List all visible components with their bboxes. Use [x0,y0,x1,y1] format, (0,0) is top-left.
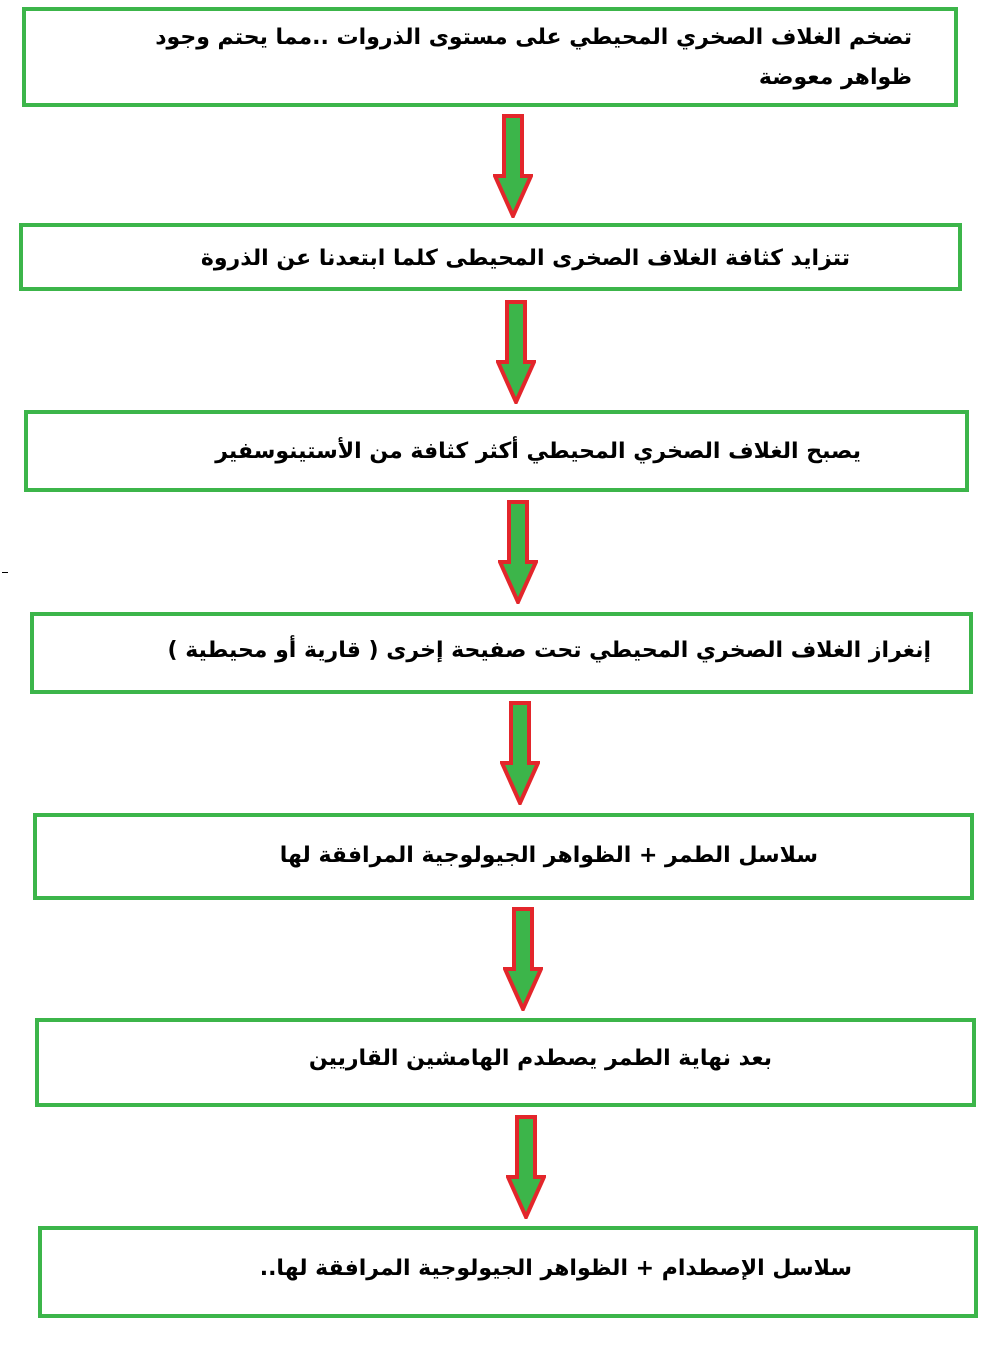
flow-step-1-text-line1: تضخم الغلاف الصخري المحيطي على مستوى الذروات ..مما يحتم وجود [155,25,912,50]
down-arrow-icon [503,907,543,1011]
flow-step-5-text: سلاسل الطمر + الظواهر الجيولوجية المرافقة لها [279,843,818,868]
flow-step-7-text: سلاسل الإصطدام + الظواهر الجيولوجية المرافقة لها.. [259,1256,852,1281]
flow-step-6-box [35,1018,976,1107]
flow-step-4-text: إنغراز الغلاف الصخري المحيطي تحت صفيحة إخرى ( قارية أو محيطية ) [167,638,931,663]
flow-step-2-text: تتزايد كثافة الغلاف الصخرى المحيطى كلما ابتعدنا عن الذروة [200,246,850,271]
flow-step-3-text: يصبح الغلاف الصخري المحيطي أكثر كثافة من الأستينوسفير [215,439,861,464]
flow-step-1-text-line2: ظواهر معوضة [758,65,912,90]
flow-step-3-box [24,410,969,492]
down-arrow-icon [493,114,533,218]
down-arrow-icon [500,701,540,805]
flow-step-5-box [33,813,974,900]
down-arrow-icon [496,300,536,404]
flow-step-1-box [22,7,958,107]
flow-step-4-box [30,612,973,694]
flow-step-7-box [38,1226,978,1318]
down-arrow-icon [506,1115,546,1219]
flow-step-2-box [19,223,962,291]
down-arrow-icon [498,500,538,604]
flow-step-6-text: بعد نهاية الطمر يصطدم الهامشين القاريين [308,1046,772,1071]
stray-dash [2,572,8,573]
